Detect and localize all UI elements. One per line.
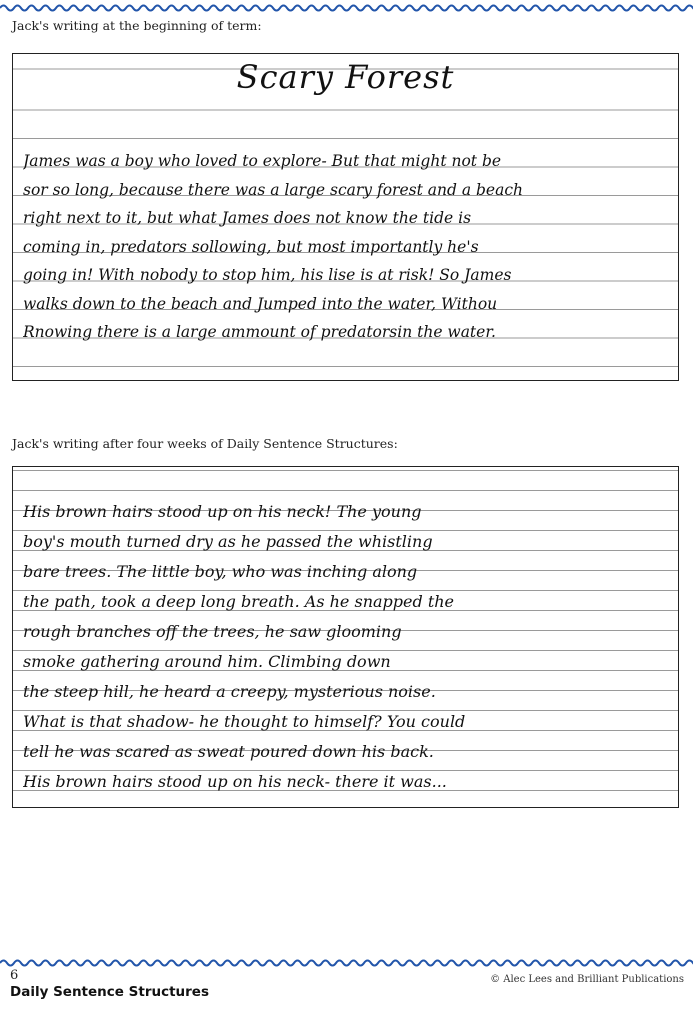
- handwriting-after-line: rough branches off the trees, he saw glooming: [23, 622, 402, 641]
- handwriting-lines-after: [23, 497, 670, 797]
- handwriting-before-line: Rnowing there is a large ammount of predatorsin the water.: [23, 323, 496, 341]
- handwriting-after-line: bare trees. The little boy, who was inching along: [23, 562, 418, 581]
- handwriting-before-line: going in! With nobody to stop him, his lise is at risk! So James: [23, 266, 512, 284]
- handwriting-after-line: His brown hairs stood up on his neck! The young: [23, 502, 422, 521]
- handwriting-before-line: sor so long, because there was a large scary forest and a beach: [23, 180, 523, 199]
- handwriting-after-line: the steep hill, he heard a creepy, mysterious noise.: [23, 682, 436, 701]
- section2-caption: Jack's writing after four weeks of Daily Sentence Structures:: [12, 436, 398, 451]
- section1-caption: Jack's writing at the beginning of term:: [12, 18, 262, 33]
- handwriting-before-line: walks down to the beach and Jumped into the water, Withou: [23, 294, 498, 313]
- handwriting-lines-before: [23, 147, 670, 347]
- handwriting-before-line: coming in, predators sollowing, but most importantly he's: [23, 237, 479, 256]
- handwriting-sample-before: [12, 53, 679, 381]
- handwriting-after-line: boy's mouth turned dry as he passed the whistling: [23, 532, 433, 551]
- handwriting-after-line: tell he was scared as sweat poured down his back.: [23, 742, 434, 761]
- handwriting-after-line: the path, took a deep long breath. As he snapped the: [23, 592, 455, 611]
- handwriting-after-line: smoke gathering around him. Climbing down: [23, 652, 391, 671]
- handwriting-sample-after: [12, 466, 679, 808]
- copyright-notice: © Alec Lees and Brilliant Publications: [490, 974, 684, 985]
- book-title: Daily Sentence Structures: [10, 984, 209, 1000]
- handwriting-after-line: What is that shadow- he thought to himself? You could: [23, 712, 466, 731]
- bottom-wave-border: [0, 957, 693, 969]
- story-title: Scary Forest: [236, 58, 455, 96]
- handwriting-after-line: His brown hairs stood up on his neck- there it was...: [23, 772, 447, 791]
- handwriting-before-line: right next to it, but what James does not know the tide is: [23, 209, 472, 227]
- page-number: 6: [10, 968, 19, 983]
- top-wave-border: [0, 2, 693, 14]
- handwriting-before-line: James was a boy who loved to explore- But that might not be: [23, 152, 502, 170]
